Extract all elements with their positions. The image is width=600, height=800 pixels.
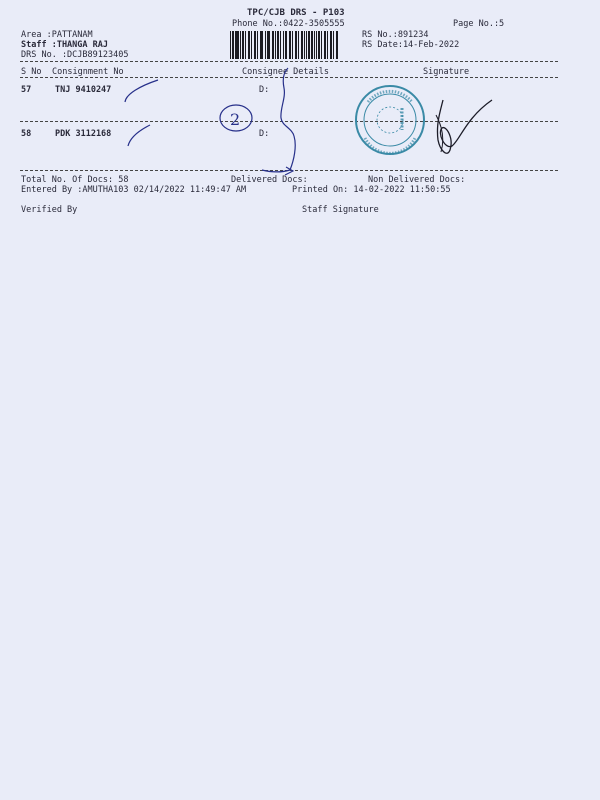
verified-by: Verified By bbox=[21, 205, 78, 215]
tick-mark bbox=[128, 125, 150, 146]
circled-number: 2 bbox=[230, 110, 241, 129]
page-number: Page No.:5 bbox=[453, 19, 505, 29]
column-header-consignment: Consignment No bbox=[52, 67, 124, 77]
total-docs: Total No. Of Docs: 58 bbox=[21, 175, 129, 185]
staff-label: Staff :THANGA RAJ bbox=[21, 40, 108, 50]
signature-scribble bbox=[437, 100, 492, 153]
rs-number: RS No.:891234 bbox=[362, 30, 429, 40]
rs-date: RS Date:14-Feb-2022 bbox=[362, 40, 460, 50]
row-consignee-details: D: bbox=[259, 129, 270, 139]
area-label: Area :PATTANAM bbox=[21, 30, 93, 40]
phone-number: Phone No.:0422-3505555 bbox=[232, 19, 345, 29]
column-header-signature: Signature bbox=[423, 67, 470, 77]
row-consignment-no: PDK 3112168 bbox=[55, 129, 112, 139]
staff-signature: Staff Signature bbox=[302, 205, 379, 215]
non-delivered-docs: Non Delivered Docs: bbox=[368, 175, 466, 185]
drs-number: DRS No. :DCJB89123405 bbox=[21, 50, 129, 60]
column-header-consignee: Consignee Details bbox=[242, 67, 329, 77]
column-header-sno: S No bbox=[21, 67, 42, 77]
row-consignment-no: TNJ 9410247 bbox=[55, 85, 112, 95]
delivered-docs: Delivered Docs: bbox=[231, 175, 308, 185]
entered-by: Entered By :AMUTHA103 02/14/2022 11:49:47 AM bbox=[21, 185, 247, 195]
document-title: TPC/CJB DRS - P103 bbox=[247, 8, 345, 18]
printed-on: Printed On: 14-02-2022 11:50:55 bbox=[292, 185, 451, 195]
row-consignee-details: D: bbox=[259, 85, 270, 95]
company-stamp bbox=[356, 86, 424, 154]
row-sno: 58 bbox=[21, 129, 32, 139]
row-sno: 57 bbox=[21, 85, 32, 95]
bracket-mark bbox=[262, 68, 295, 172]
tick-mark bbox=[125, 80, 158, 102]
